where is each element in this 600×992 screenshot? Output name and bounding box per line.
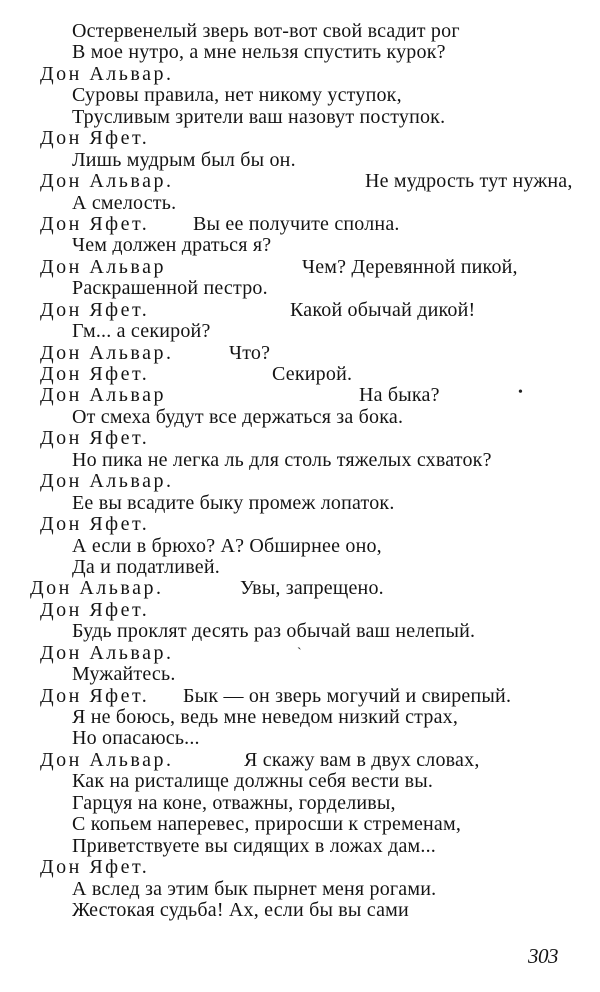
verse-text: Я не боюсь, ведь мне неведом низкий страх,: [72, 706, 459, 728]
verse-text: Я скажу вам в двух словах,: [244, 748, 480, 771]
verse-line: [0, 728, 600, 749]
speaker-line: [0, 128, 600, 149]
verse-line: [0, 493, 600, 514]
verse-text: Что?: [229, 341, 271, 364]
verse-line: [0, 557, 600, 578]
verse-line: [0, 193, 600, 214]
verse-line: [0, 536, 600, 557]
verse-line: [0, 621, 600, 642]
verse-text: Гарцуя на коне, отважны, горделивы,: [72, 791, 396, 814]
speaker-name: Дон Яфет.: [40, 684, 150, 707]
verse-text: Чем? Деревянной пикой,: [302, 255, 518, 278]
verse-line: [0, 42, 600, 63]
speaker-line: [0, 578, 600, 599]
verse-text: На быка?: [359, 384, 440, 407]
verse-line: [0, 879, 600, 900]
verse-text: Бык — он зверь могучий и свирепый.: [183, 684, 512, 707]
verse-text: В мое нутро, а мне нельзя спустить курок?: [72, 41, 446, 64]
speaker-name: Дон Яфет.: [40, 363, 150, 385]
verse-text: Будь проклят десять раз обычай ваш нелепый.: [72, 620, 476, 643]
speaker-line: [0, 257, 600, 278]
verse-text: Ее вы всадите быку промеж лопаток.: [72, 491, 395, 514]
verse-text: Вы ее получите сполна.: [193, 212, 400, 235]
verse-text: Суровы правила, нет никому уступок,: [72, 84, 402, 107]
speaker-name: Дон Яфет.: [40, 127, 150, 150]
ink-speck: •: [518, 385, 524, 401]
verse-text: Не мудрость тут нужна,: [365, 170, 573, 193]
speaker-line: [0, 514, 600, 535]
speaker-line: [0, 857, 600, 878]
speaker-line: [0, 300, 600, 321]
speaker-name: Дон Яфет.: [40, 856, 150, 879]
speaker-line: [0, 750, 600, 771]
verse-text: А смелость.: [72, 191, 177, 214]
speaker-line: [0, 385, 600, 406]
verse-line: [0, 707, 600, 728]
verse-line: [0, 21, 600, 42]
speaker-name: Дон Альвар.: [40, 341, 174, 364]
verse-line: [0, 814, 600, 835]
verse-line: [0, 150, 600, 171]
verse-line: [0, 450, 600, 471]
speaker-line: [0, 686, 600, 707]
verse-dialogue: [0, 21, 600, 921]
speaker-name: Дон Яфет.: [40, 598, 150, 621]
speaker-line: [0, 343, 600, 364]
page-number: 303: [528, 944, 558, 968]
speaker-name: Дон Яфет.: [40, 298, 150, 321]
speaker-name: Дон Яфет.: [40, 513, 150, 536]
verse-line: [0, 235, 600, 256]
verse-text: Какой обычай дикой!: [290, 298, 476, 321]
verse-line: [0, 107, 600, 128]
verse-line: [0, 793, 600, 814]
speaker-name: Дон Альвар.: [40, 641, 174, 664]
speaker-name: Дон Яфет.: [40, 427, 150, 450]
speaker-line: [0, 428, 600, 449]
verse-text: Да и податливей.: [72, 555, 220, 578]
speaker-line: [0, 64, 600, 85]
verse-line: [0, 278, 600, 299]
verse-text: Остервенелый зверь вот-вот свой всадит рог: [72, 20, 460, 42]
verse-text: Увы, запрещено.: [240, 577, 384, 600]
verse-line: [0, 900, 600, 921]
verse-text: Гм... а секирой?: [72, 320, 211, 343]
speaker-line: [0, 471, 600, 492]
verse-line: [0, 836, 600, 857]
verse-line: [0, 407, 600, 428]
verse-text: Но опасаюсь...: [72, 727, 200, 750]
verse-line: [0, 85, 600, 106]
verse-text: Трусливым зрители ваш назовут поступок.: [72, 105, 446, 128]
verse-line: [0, 664, 600, 685]
verse-text: Лишь мудрым был бы он.: [72, 148, 296, 171]
verse-line: [0, 771, 600, 792]
verse-text: От смеха будут все держаться за бока.: [72, 405, 404, 428]
speaker-line: [0, 214, 600, 235]
speaker-line: [0, 600, 600, 621]
speaker-name: Дон Альвар: [40, 384, 166, 407]
verse-text: Жестокая судьба! Ах, если бы вы сами: [72, 898, 409, 921]
verse-line: [0, 321, 600, 342]
speaker-name: Дон Альвар.: [40, 748, 174, 771]
speaker-name: Дон Альвар.: [40, 62, 174, 85]
verse-text: С копьем наперевес, приросши к стременам,: [72, 813, 462, 836]
verse-text: Приветствуете вы сидящих в ложах дам...: [72, 834, 437, 857]
speaker-line: [0, 364, 600, 385]
verse-text: А если в брюхо? А? Обширнее оно,: [72, 534, 382, 557]
speaker-name: Дон Альвар.: [40, 170, 174, 193]
verse-text: Секирой.: [272, 363, 353, 385]
verse-text: Раскрашенной пестро.: [72, 277, 268, 300]
verse-text: Мужайтесь.: [72, 663, 176, 686]
speaker-name: Дон Яфет.: [40, 212, 150, 235]
verse-text: Чем должен драться я?: [72, 234, 272, 257]
speaker-line: [0, 171, 600, 192]
speaker-line: [0, 643, 600, 664]
speaker-name: Дон Альвар.: [30, 577, 164, 600]
speaker-name: Дон Альвар.: [40, 470, 174, 493]
verse-text: А вслед за этим бык пырнет меня рогами.: [72, 877, 437, 900]
ink-speck: ˋ: [297, 645, 302, 661]
verse-text: Как на ристалище должны себя вести вы.: [72, 770, 434, 793]
verse-text: Но пика не легка ль для столь тяжелых схваток?: [72, 448, 492, 471]
speaker-name: Дон Альвар: [40, 255, 166, 278]
